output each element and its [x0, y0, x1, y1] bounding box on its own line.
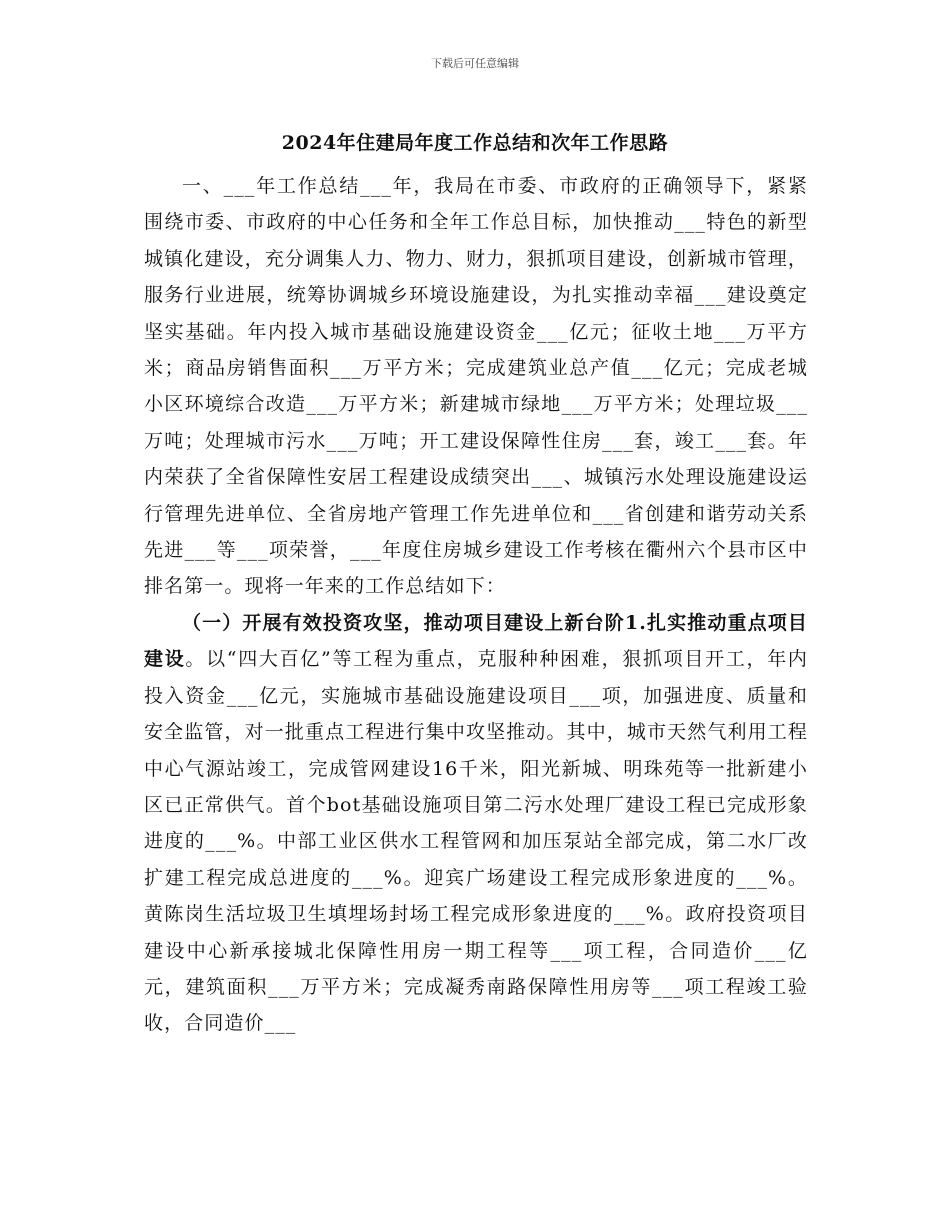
document-body: [144, 168, 808, 1042]
document-title: 2024年住建局年度工作总结和次年工作思路: [281, 132, 669, 154]
section-heading: （一）开展有效投资攻坚，推动项目建设上新台阶1.扎实推动重点项目建设: [144, 611, 808, 671]
header-note: 下载后可任意编辑: [431, 57, 519, 70]
paragraph-investment: [144, 605, 808, 1042]
paragraph-investment-text: 。以“四大百亿”等工程为重点，克服种种困难，狠抓项目开工，年内投入资金___亿元，实施城市基础设施建设项目___项，加强进度、质量和安全监管，对一批重点工程进行集中攻坚推动。其中，城市天然气利用工程中心气源站竣工，完成管网建设16千米，阳光新城、明珠苑等一批新建小区已正常供气。首个bot基础设施项目第二污水处理厂建设工程已完成形象进度的___%。中部工业区供水工程管网和加压泵站全部完成，第二水厂改扩建工程完成总进度的___%。迎宾广场建设工程完成形象进度的___%。黄陈岗生活垃圾卫生填埋场封场工程完成形象进度的___%。政府投资项目建设中心新承接城北保障性用房一期工程等___项工程，合同造价___亿元，建筑面积___万平方米；完成凝秀南路保障性用房等___项工程竣工验收，合同造价___: [144, 648, 808, 1035]
paragraph-work-summary: 一、___年工作总结___年，我局在市委、市政府的正确领导下，紧紧围绕市委、市政府的中心任务和全年工作总目标，加快推动___特色的新型城镇化建设，充分调集人力、物力、财力，狠抓项目建设，创新城市管理，服务行业进展，统筹协调城乡环境设施建设，为扎实推动幸福___建设奠定坚实基础。年内投入城市基础设施建设资金___亿元；征收土地___万平方米；商品房销售面积___万平方米；完成建筑业总产值___亿元；完成老城小区环境综合改造___万平方米；新建城市绿地___万平方米；处理垃圾___万吨；处理城市污水___万吨；开工建设保障性住房___套，竣工___套。年内荣获了全省保障性安居工程建设成绩突出___、城镇污水处理设施建设运行管理先进单位、全省房地产管理工作先进单位和___省创建和谐劳动关系先进___等___项荣誉，___年度住房城乡建设工作考核在衢州六个县市区中排名第一。现将一年来的工作总结如下：: [144, 175, 808, 598]
